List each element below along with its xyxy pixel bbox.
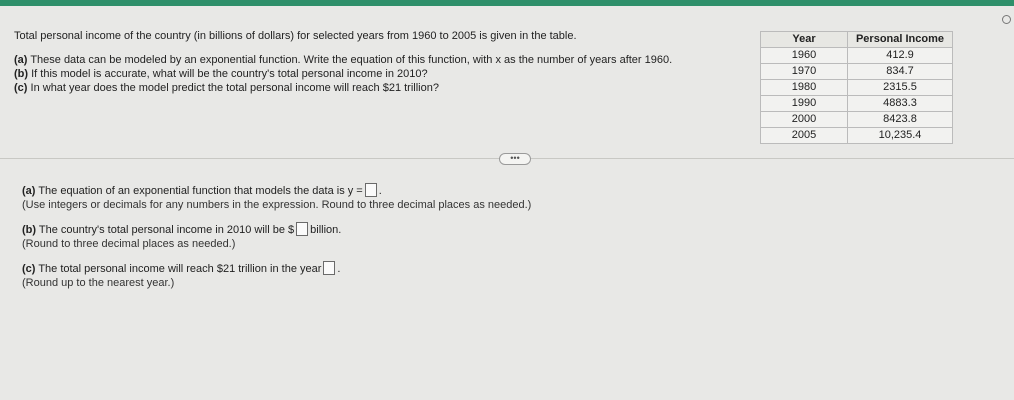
table-row xyxy=(761,48,953,64)
income-table xyxy=(760,31,953,144)
circle-icon[interactable] xyxy=(1002,15,1011,24)
problem-intro: Total personal income of the country (in billions of dollars) for selected years from 1960 to 2005 is given in the table. xyxy=(14,30,577,42)
answer-c-input[interactable] xyxy=(323,261,335,275)
header-personal-income: Personal Income xyxy=(848,32,953,48)
problem-part-c xyxy=(14,81,672,95)
cell-income: 2315.5 xyxy=(848,80,953,96)
answer-a-input[interactable] xyxy=(365,183,377,197)
answer-b-note: (Round to three decimal places as needed.) xyxy=(22,238,236,250)
cell-year: 2000 xyxy=(761,112,848,128)
table-row xyxy=(761,128,953,144)
cell-income: 8423.8 xyxy=(848,112,953,128)
question-text xyxy=(14,29,672,95)
answer-c-suffix: . xyxy=(337,263,341,275)
answer-a-prefix: The equation of an exponential function that models the data is y = xyxy=(38,185,363,197)
top-accent-bar xyxy=(0,0,1014,6)
part-b-text: If this model is accurate, what will be the country's total personal income in 2010? xyxy=(31,68,428,80)
table-row xyxy=(761,80,953,96)
answer-a-suffix: . xyxy=(378,185,382,197)
table-header-row xyxy=(761,32,953,48)
answer-a-label: (a) xyxy=(22,185,36,197)
part-b-label: (b) xyxy=(14,68,29,80)
answer-b-prefix: The country's total personal income in 2010 will be $ xyxy=(38,224,295,236)
answer-c-label: (c) xyxy=(22,263,36,275)
answer-c-note: (Round up to the nearest year.) xyxy=(22,277,175,289)
answer-b-input[interactable] xyxy=(296,222,308,236)
answer-a xyxy=(22,183,531,212)
answer-c-prefix: The total personal income will reach $21 trillion in the year xyxy=(38,263,322,275)
cell-year: 1980 xyxy=(761,80,848,96)
answer-b-suffix: billion. xyxy=(310,224,342,236)
header-year: Year xyxy=(761,32,848,48)
cell-year: 1960 xyxy=(761,48,848,64)
cell-year: 1990 xyxy=(761,96,848,112)
part-a-text: These data can be modeled by an exponential function. Write the equation of this function, with x as the number of years after 1960. xyxy=(30,54,673,66)
cell-year: 2005 xyxy=(761,128,848,144)
answer-c-line xyxy=(22,261,531,276)
cell-income: 834.7 xyxy=(848,64,953,80)
answer-c xyxy=(22,261,531,290)
problem-part-b xyxy=(14,67,672,81)
cell-year: 1970 xyxy=(761,64,848,80)
answer-b xyxy=(22,222,531,251)
expand-more-button[interactable]: ••• xyxy=(499,153,531,165)
cell-income: 412.9 xyxy=(848,48,953,64)
part-a-label: (a) xyxy=(14,54,28,66)
part-c-label: (c) xyxy=(14,82,28,94)
table-row xyxy=(761,64,953,80)
part-c-text: In what year does the model predict the total personal income will reach $21 trillion? xyxy=(30,82,439,94)
answer-b-label: (b) xyxy=(22,224,37,236)
answer-b-line xyxy=(22,222,531,237)
answer-a-line xyxy=(22,183,531,198)
problem-part-a xyxy=(14,53,672,67)
cell-income: 10,235.4 xyxy=(848,128,953,144)
cell-income: 4883.3 xyxy=(848,96,953,112)
answer-section xyxy=(22,183,531,300)
table-row xyxy=(761,96,953,112)
table-row xyxy=(761,112,953,128)
answer-a-note: (Use integers or decimals for any numbers in the expression. Round to three decimal places as needed.) xyxy=(22,199,532,211)
